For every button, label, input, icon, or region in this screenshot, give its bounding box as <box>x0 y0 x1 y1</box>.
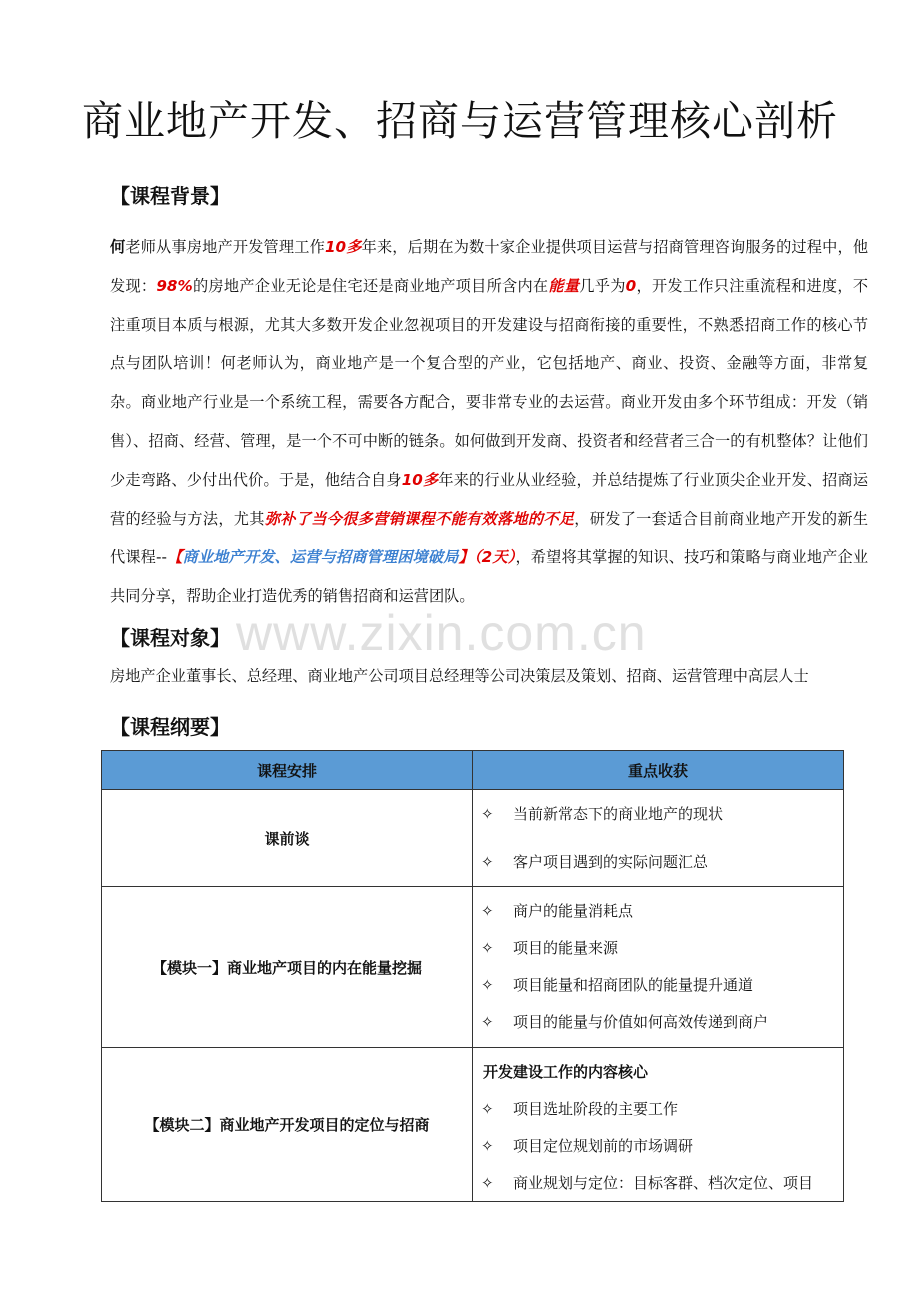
session-name: 课前谈 <box>102 790 473 887</box>
diamond-bullet-icon: ✧ <box>481 901 494 920</box>
bracket-open: 【 <box>166 548 183 567</box>
background-heading: 【课程背景】 <box>110 184 230 208</box>
list-item <box>473 1127 843 1164</box>
bg-text-7: ，研发了一套适合目前商业地产开发的新生代课程-- <box>110 509 869 567</box>
course-duration: 】（2天） <box>458 548 516 567</box>
list-item-text: 项目的能量与价值如何高效传递到商户 <box>513 1013 769 1031</box>
bg-text-5: ，开发工作只注重流程和进度，不注重项目本质与根源，尤其大多数开发企业忽视项目的开发建设与招商衔接的重要性，不熟悉招商工作的核心节点与团队培训！何老师认为，商业地产是一个复合型的产业，它包括地产、商业、投资、金融等方面，非常复杂。商业地产行业是一个系统工程，需要各方配合，要非常专业的去运营。商业开发由多个环节组成：开发（销售）、招商、经营、管理，是一个不可中断的链条。如何做到开发商、投资者和经营者三合一的有机整体？让他们少走弯路、少付出代价。于是，他结合自身 <box>110 276 869 489</box>
diamond-bullet-icon: ✧ <box>481 938 494 957</box>
list-item <box>473 795 843 832</box>
zero-highlight: 0 <box>625 276 637 295</box>
audience-heading: 【课程对象】 <box>110 626 230 650</box>
list-item <box>473 1090 843 1127</box>
table-header-row <box>102 751 844 790</box>
bg-text-2: 年来，后期在为数十家企业提供项目运营与招商管理咨询服务的过程中，他发现： <box>110 238 869 295</box>
percent-highlight: 98% <box>156 276 193 295</box>
list-item-text: 项目的能量来源 <box>513 939 619 957</box>
diamond-bullet-icon: ✧ <box>481 1136 494 1155</box>
watermark-text: www.zixin.com.cn <box>236 605 647 661</box>
diamond-bullet-icon: ✧ <box>481 1173 494 1192</box>
list-item <box>473 1003 843 1040</box>
years-highlight-2: 10多 <box>401 470 439 489</box>
col-header-takeaways: 重点收获 <box>473 751 844 790</box>
list-item <box>473 966 843 1003</box>
table-row <box>102 887 844 1048</box>
takeaways-subheading: 开发建设工作的内容核心 <box>483 1063 649 1081</box>
bg-text-6: 年来的行业从业经验，并总结提炼了行业顶尖企业开发、招商运营的经验与方法，尤其 <box>110 470 869 528</box>
list-item-text: 项目能量和招商团队的能量提升通道 <box>513 976 754 994</box>
list-item <box>473 1164 843 1201</box>
diamond-bullet-icon: ✧ <box>481 1099 494 1118</box>
teacher-surname: 何 <box>110 238 126 256</box>
background-paragraph <box>110 228 868 616</box>
gap-highlight: 弥补了当今很多营销课程不能有效落地的不足 <box>264 509 575 528</box>
diamond-bullet-icon: ✧ <box>481 804 494 823</box>
list-item-text: 商户的能量消耗点 <box>513 902 634 920</box>
session-name: 【模块二】商业地产开发项目的定位与招商 <box>102 1048 473 1202</box>
energy-highlight: 能量 <box>548 276 580 295</box>
bg-text-8: ，希望将其掌握的知识、技巧和策略与商业地产企业共同分享，帮助企业打造优秀的销售招商和运营团队。 <box>110 548 869 606</box>
years-highlight: 10多 <box>324 238 362 256</box>
list-item-text: 商业规划与定位：目标客群、档次定位、项目 <box>513 1174 814 1192</box>
outline-heading: 【课程纲要】 <box>110 715 230 739</box>
course-name-highlight: 商业地产开发、运营与招商管理困境破局 <box>182 548 459 567</box>
list-item-text: 项目定位规划前的市场调研 <box>513 1137 694 1155</box>
list-item <box>473 892 843 929</box>
takeaways-cell <box>473 887 844 1048</box>
bg-text-3: 的房地产企业无论是住宅还是商业地产项目所含内在 <box>192 276 549 295</box>
document-title: 商业地产开发、招商与运营管理核心剖析 <box>82 97 838 145</box>
diamond-bullet-icon: ✧ <box>481 975 494 994</box>
outline-table <box>101 750 844 1202</box>
list-item-text: 客户项目遇到的实际问题汇总 <box>513 853 709 871</box>
list-item <box>473 929 843 966</box>
diamond-bullet-icon: ✧ <box>481 852 494 871</box>
diamond-bullet-icon: ✧ <box>481 1012 494 1031</box>
col-header-schedule: 课程安排 <box>102 751 473 790</box>
table-row <box>102 1048 844 1202</box>
bg-text-1: 老师从事房地产开发管理工作 <box>125 238 325 256</box>
session-name: 【模块一】商业地产项目的内在能量挖掘 <box>102 887 473 1048</box>
list-item-text: 项目选址阶段的主要工作 <box>513 1100 679 1118</box>
table-row <box>102 790 844 887</box>
list-item-text: 当前新常态下的商业地产的现状 <box>513 805 724 823</box>
list-item <box>473 843 843 880</box>
audience-text: 房地产企业董事长、总经理、商业地产公司项目总经理等公司决策层及策划、招商、运营管理中高层人士 <box>110 667 809 685</box>
takeaways-cell <box>473 790 844 887</box>
bg-text-4: 几乎为 <box>579 276 626 295</box>
takeaways-cell <box>473 1048 844 1202</box>
